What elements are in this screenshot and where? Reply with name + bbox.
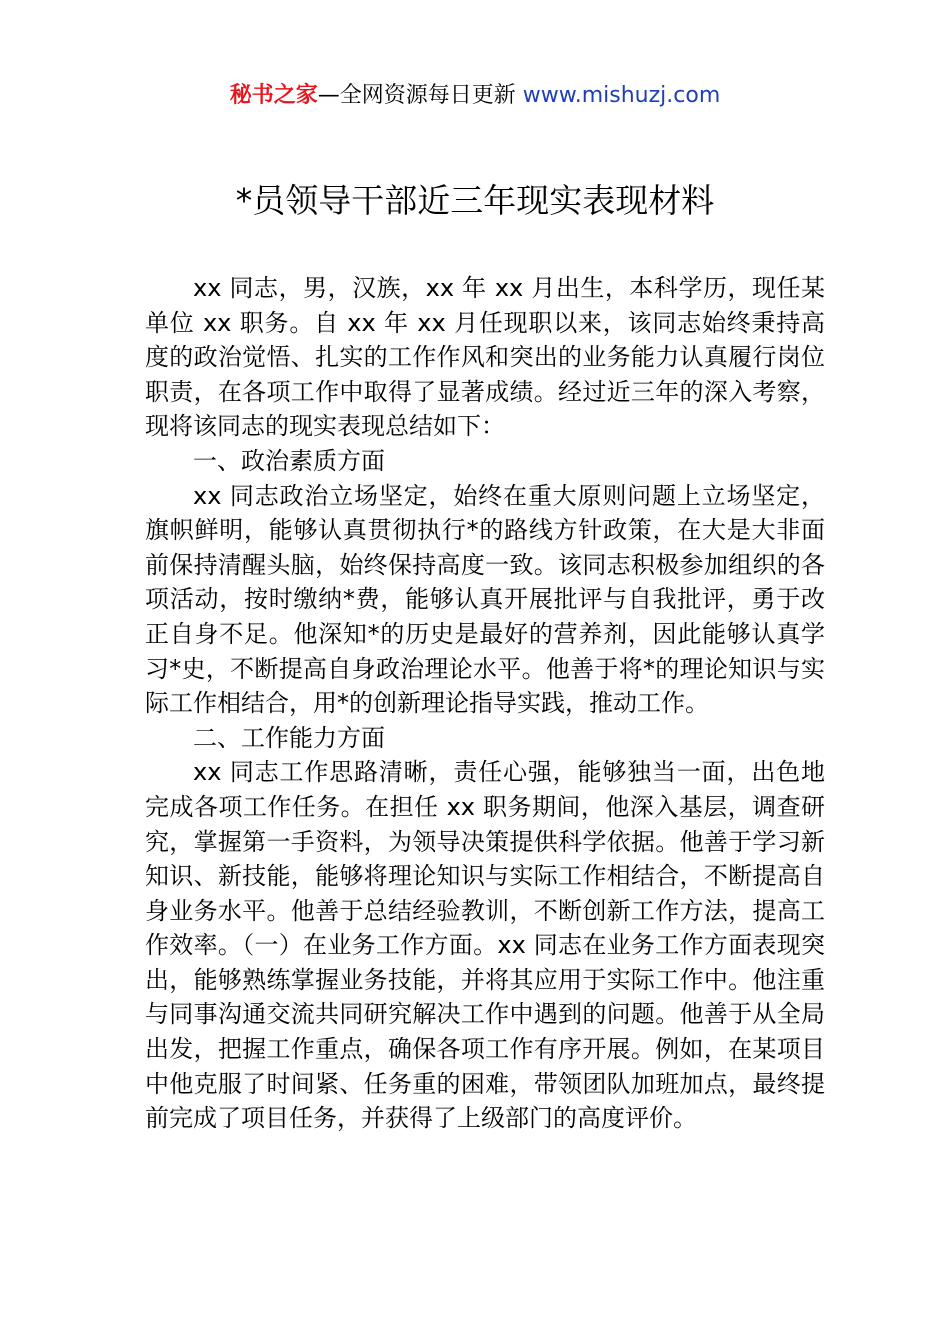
document-title: *员领导干部近三年现实表现材料 [235,181,715,220]
section-heading-ability: 二、工作能力方面 [193,723,385,752]
section-body-ability: xx 同志工作思路清晰，责任心强，能够独当一面，出色地完成各项工作任务。在担任 xx 职务期间，他深入基层，调查研究，掌握第一手资料，为领导决策提供科学依据。他善于学习新知识、新技能，能够将理论知识与实际工作相结合，不断提高自身业务水平。他善于总结经验教训，不断创新工作方法，提高工作效率。（一）在业务工作方面。xx 同志在业务工作方面表现突出，能够熟练掌握业务技能，并将其应用于实际工作中。他注重与同事沟通交流共同研究解决工作中遇到的问题。他善于从全局出发，把握工作重点，确保各项工作有序开展。例如，在某项目中他克服了时间紧、任务重的困难，带领团队加班加点，最终提前完成了项目任务，并获得了上级部门的高度评价。 [145,758,825,1133]
brand-name: 秘书之家 [229,83,318,108]
intro-paragraph: xx 同志，男，汉族，xx 年 xx 月出生，本科学历，现任某单位 xx 职务。自 xx 年 xx 月任现职以来，该同志始终秉持高度的政治觉悟、扎实的工作作风和突出的业务能力认真履行岗位职责，在各项工作中取得了显著成绩。经过近三年的深入考察，现将该同志的现实表现总结如下： [145,274,825,441]
section-body-political: xx 同志政治立场坚定，始终在重大原则问题上立场坚定，旗帜鲜明，能够认真贯彻执行*的路线方针政策，在大是大非面前保持清醒头脑，始终保持高度一致。该同志积极参加组织的各项活动，按时缴纳*费，能够认真开展批评与自我批评，勇于改正自身不足。他深知*的历史是最好的营养剂，因此能够认真学习*史，不断提高自身政治理论水平。他善于将*的理论知识与实际工作相结合，用*的创新理论指导实践，推动工作。 [145,481,825,718]
site-url-link[interactable]: www.mishuzj.com [522,83,721,108]
document-body [145,271,825,1136]
section-heading-political: 一、政治素质方面 [193,446,385,475]
header-tagline: —全网资源每日更新 [317,83,516,108]
site-header [0,80,950,112]
